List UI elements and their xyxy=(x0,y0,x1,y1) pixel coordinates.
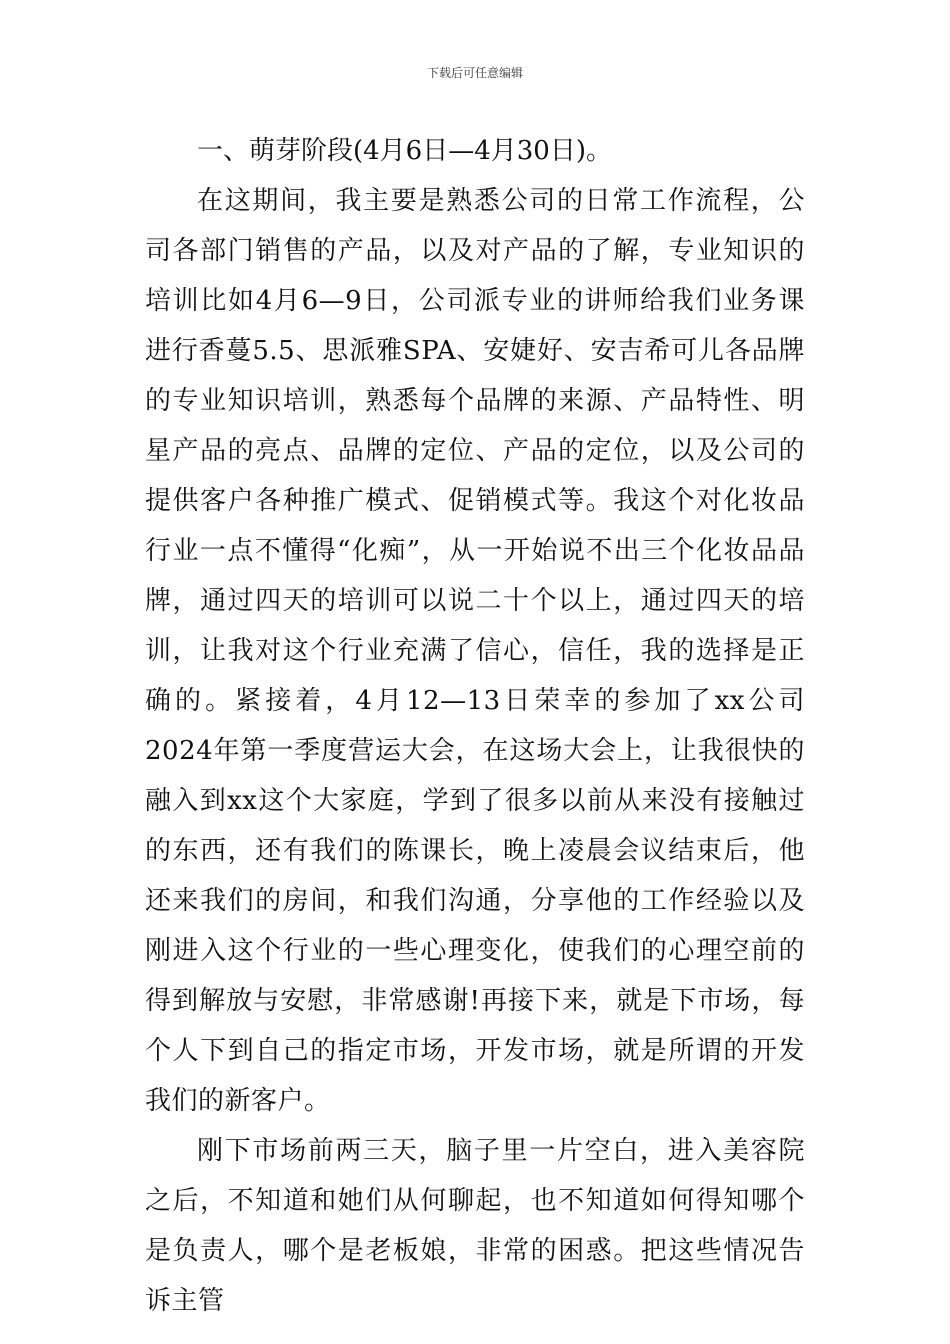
paragraph-1: 在这期间，我主要是熟悉公司的日常工作流程，公司各部门销售的产品，以及对产品的了解，专业知识的培训比如4月6—9日，公司派专业的讲师给我们业务课进行香蔓5.5、思派雅SPA、安婕好、安吉希可儿各品牌的专业知识培训，熟悉每个品牌的来源、产品特性、明星产品的亮点、品牌的定位、产品的定位，以及公司的提供客户各种推广模式、促销模式等。我这个对化妆品行业一点不懂得“化痴”，从一开始说不出三个化妆品品牌，通过四天的培训可以说二十个以上，通过四天的培训，让我对这个行业充满了信心，信任，我的选择是正确的。紧接着，4月12—13日荣幸的参加了xx公司2024年第一季度营运大会，在这场大会上，让我很快的融入到xx这个大家庭，学到了很多以前从来没有接触过的东西，还有我们的陈课长，晚上凌晨会议结束后，他还来我们的房间，和我们沟通，分享他的工作经验以及刚进入这个行业的一些心理变化，使我们的心理空前的得到解放与安慰，非常感谢!再接下来，就是下市场，每个人下到自己的指定市场，开发市场，就是所谓的开发我们的新客户。 xyxy=(145,186,805,1116)
page-header-note: 下载后可任意编辑 xyxy=(426,66,523,80)
section-heading: 一、萌芽阶段(4月6日—4月30日)。 xyxy=(197,136,612,166)
paragraph-2: 刚下市场前两三天，脑子里一片空白，进入美容院之后，不知道和她们从何聊起，也不知道如何得知哪个是负责人，哪个是老板娘，非常的困惑。把这些情况告诉主管 xyxy=(145,1136,805,1316)
document-body xyxy=(145,126,805,1326)
